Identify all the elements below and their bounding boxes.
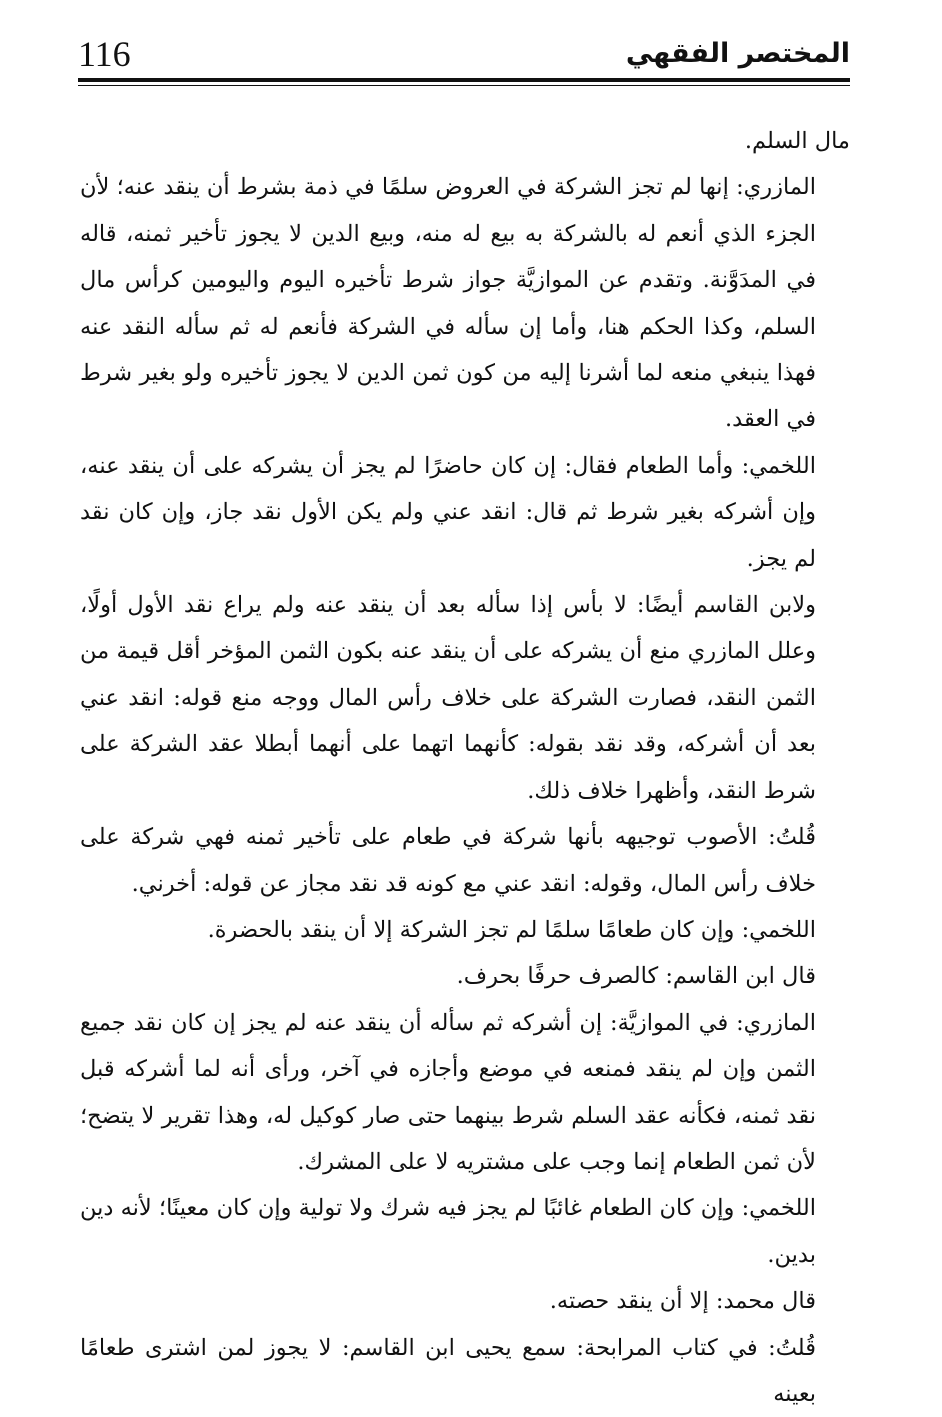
paragraph: قُلتُ: في كتاب المرابحة: سمع يحيى ابن القاسم: لا يجوز لمن اشترى طعامًا بعينه bbox=[80, 1334, 816, 1407]
paragraph: مال السلم. bbox=[744, 128, 850, 154]
paragraph: قال ابن القاسم: كالصرف حرفًا بحرف. bbox=[456, 963, 816, 990]
paragraph: المازري: إنها لم تجز الشركة في العروض سلمًا في ذمة بشرط أن ينقد عنه؛ لأن الجزء الذي أنعم له بالشركة به بيع له منه، وبيع الدين لا يجوز تأخير ثمنه، قاله في المدَوَّنة. وتقدم عن الموازيَّة جواز شرط تأخيره اليوم واليومين كرأس مال السلم، وكذا الحكم هنا، وأما إن سأله في الشركة فأنعم له ثم سأله النقد عنه فهذا ينبغي منعه لما أشرنا إليه من كون ثمن الدين لا يجوز تأخيره ولو بغير شرط في العقد. bbox=[80, 174, 816, 433]
paragraph: اللخمي: وإن كان طعامًا سلمًا لم تجز الشركة إلا أن ينقد بالحضرة. bbox=[207, 916, 816, 943]
paragraph: اللخمي: وإن كان الطعام غائبًا لم يجز فيه شرك ولا تولية وإن كان معينًا؛ لأنه دين بدين. bbox=[80, 1195, 816, 1268]
paragraph: قال محمد: إلا أن ينقد حصته. bbox=[549, 1288, 816, 1315]
page-body bbox=[80, 118, 850, 1417]
page-number: 116 bbox=[78, 34, 131, 74]
header-rule-thin bbox=[78, 85, 850, 86]
header-rule-thick bbox=[78, 78, 850, 82]
paragraph: قُلتُ: الأصوب توجيهه بأنها شركة في طعام على تأخير ثمنه فهي شركة على خلاف رأس المال، وقوله: انقد عني مع كونه قد نقد مجاز عن قوله: أخرني. bbox=[80, 824, 816, 897]
paragraph: المازري: في الموازيَّة: إن أشركه ثم سأله أن ينقد عنه لم يجز إن كان نقد جميع الثمن وإن لم ينقد فمنعه في موضع وأجازه في آخر، ورأى أنه لما أشركه قبل نقد ثمنه، فكأنه عقد السلم شرط بينهما حتى صار كوكيل له، وهذا تقرير لا يتضح؛ لأن ثمن الطعام إنما وجب على مشتريه لا على المشرك. bbox=[80, 1009, 816, 1175]
paragraph: ولابن القاسم أيضًا: لا بأس إذا سأله بعد أن ينقد عنه ولم يراع نقد الأول أولًا، وعلل المازري منع أن يشركه على أن ينقد عنه بكون الثمن المؤخر أقل قيمة من الثمن النقد، فصارت الشركة على خلاف رأس المال ووجه منع قوله: انقد عني بعد أن أشركه، وقد نقد بقوله: كأنهما اتهما على أنهما أبطلا عقد الشركة على شرط النقد، وأظهرا خلاف ذلك. bbox=[80, 592, 816, 804]
page-header bbox=[78, 30, 850, 86]
running-title: المختصر الفقهي bbox=[625, 38, 850, 69]
paragraph: اللخمي: وأما الطعام فقال: إن كان حاضرًا لم يجز أن يشركه على أن ينقد عنه، وإن أشركه بغير شرط ثم قال: انقد عني ولم يكن الأول نقد جاز، وإن كان نقد لم يجز. bbox=[80, 452, 816, 572]
